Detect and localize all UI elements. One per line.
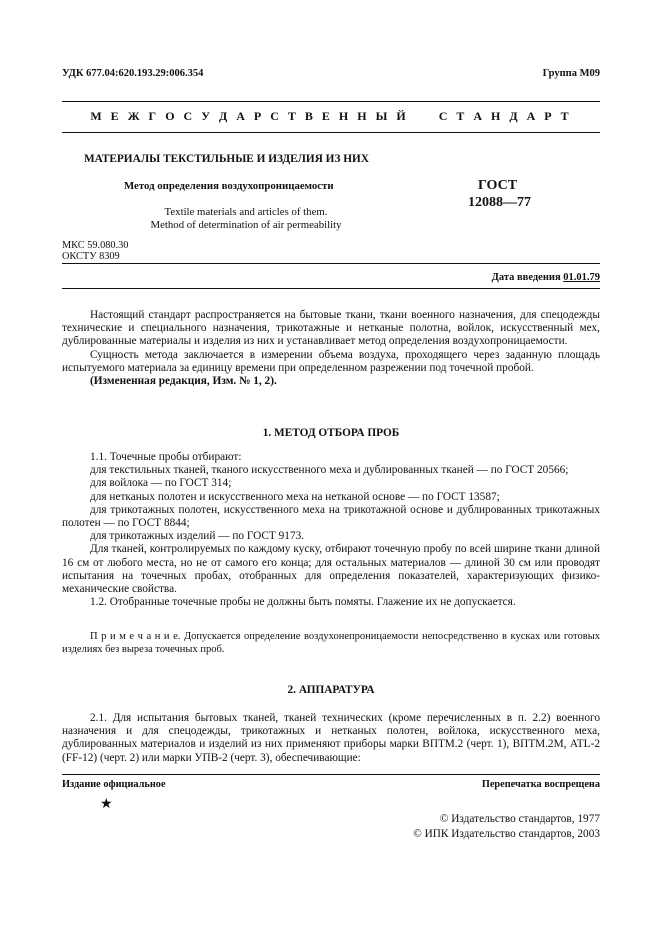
sampling-paragraph: Для тканей, контролируемых по каждому куску, отбирают точечную пробу по всей ширине ткани длиной 16 см от любого места, но не от самого его конца; для остальных материалов — длиной 30 см или проводят испытания на точечных пробах, отобранных для определения показателей, характеризующих физико-механические свойства. (62, 543, 600, 596)
sampling-item-knitted: для трикотажных полотен, искусственного меха на трикотажной основе и дублированных трикотажных полотен — по ГОСТ 8844; (62, 503, 600, 530)
official-edition-label: Издание официальное (62, 779, 166, 790)
sampling-item-knitted-articles: для трикотажных изделий — по ГОСТ 9173. (90, 530, 305, 543)
intro-paragraph-scope: Настоящий стандарт распространяется на бытовые ткани, ткани военного назначения, для спецодежды технические и специального назначения, трикотажные и нетканые полотна, войлок, искусственный мех, дублированные материалы и изделия из них и устанавливает метод определения воздухопроницаемости. (62, 309, 600, 348)
mks-code: МКС 59.080.30 (62, 240, 129, 251)
method-subtitle: Метод определения воздухопроницаемости (124, 180, 334, 192)
section-1-body (62, 451, 600, 609)
group-code: Группа М09 (542, 68, 600, 79)
section-2-body (62, 712, 600, 765)
copyright-1977: © Издательство стандартов, 1977 (439, 813, 600, 825)
okstu-code: ОКСТУ 8309 (62, 251, 120, 262)
gost-number: 12088—77 (468, 195, 531, 210)
clause-1-2: 1.2. Отобранные точечные пробы не должны быть помяты. Глажение их не допускается. (90, 596, 516, 609)
sampling-item-fabrics: для текстильных тканей, тканого искусственного меха и дублированных тканей — по ГОСТ 20566; (90, 464, 569, 477)
document-title: МАТЕРИАЛЫ ТЕКСТИЛЬНЫЕ И ИЗДЕЛИЯ ИЗ НИХ (84, 153, 369, 165)
introduction-date-value: 01.01.79 (563, 272, 600, 283)
introduction-date (492, 272, 600, 283)
udk-code: УДК 677.04:620.193.29:006.354 (62, 68, 204, 79)
star-icon: ★ (100, 797, 113, 812)
interstate-standard-banner: М Е Ж Г О С У Д А Р С Т В Е Н Н Ы Й С Т А Н Д А Р Т (90, 109, 572, 123)
intro-block (62, 309, 600, 388)
note-text: Допускается определение воздухонепроницаемости непосредственно в кусках или готовых изделиях без выреза точечных проб. (62, 631, 600, 655)
note-block (62, 631, 600, 656)
clause-2-1: 2.1. Для испытания бытовых тканей, тканей технических (кроме перечисленных в п. 2.2) военного назначения и для спецодежды, трикотажных и нетканых полотен, войлока, искусственного меха, дублированных материалов и изделий из них применяют приборы марки ВПТМ.2 (черт. 1), ВПТМ.2М, ATL-2 (FF-12) (черт. 2) или марки УПВ-2 (черт. 3), обеспечивающие: (62, 712, 600, 764)
copyright-2003: © ИПК Издательство стандартов, 2003 (413, 828, 600, 840)
english-title-line2: Method of determination of air permeability (150, 219, 342, 231)
clause-1-1: 1.1. Точечные пробы отбирают: (90, 451, 242, 463)
amendment-note: (Измененная редакция, Изм. № 1, 2). (90, 375, 277, 388)
section-1-heading: 1. МЕТОД ОТБОРА ПРОБ (262, 427, 400, 439)
section-2-heading: 2. АППАРАТУРА (287, 684, 375, 696)
intro-paragraph-essence: Сущность метода заключается в измерении объема воздуха, проходящего через заданную площадь испытуемого материала за единицу времени при определенном разрежении под точечной пробой. (62, 348, 600, 374)
introduction-date-label: Дата введения (491, 272, 561, 283)
top-rule (62, 101, 600, 102)
sampling-item-nonwoven: для нетканых полотен и искусственного меха на нетканой основе — по ГОСТ 13587; (90, 490, 500, 503)
english-title-line1: Textile materials and articles of them. (164, 206, 328, 218)
note-label: П р и м е ч а н и е. (90, 631, 181, 642)
banner-rule (62, 132, 600, 133)
gost-label: ГОСТ (478, 178, 518, 193)
codes-rule (62, 263, 600, 264)
date-rule (62, 288, 600, 289)
footer-rule (62, 774, 600, 775)
reprint-prohibited-label: Перепечатка воспрещена (481, 779, 600, 790)
sampling-item-felt: для войлока — по ГОСТ 314; (90, 477, 232, 490)
